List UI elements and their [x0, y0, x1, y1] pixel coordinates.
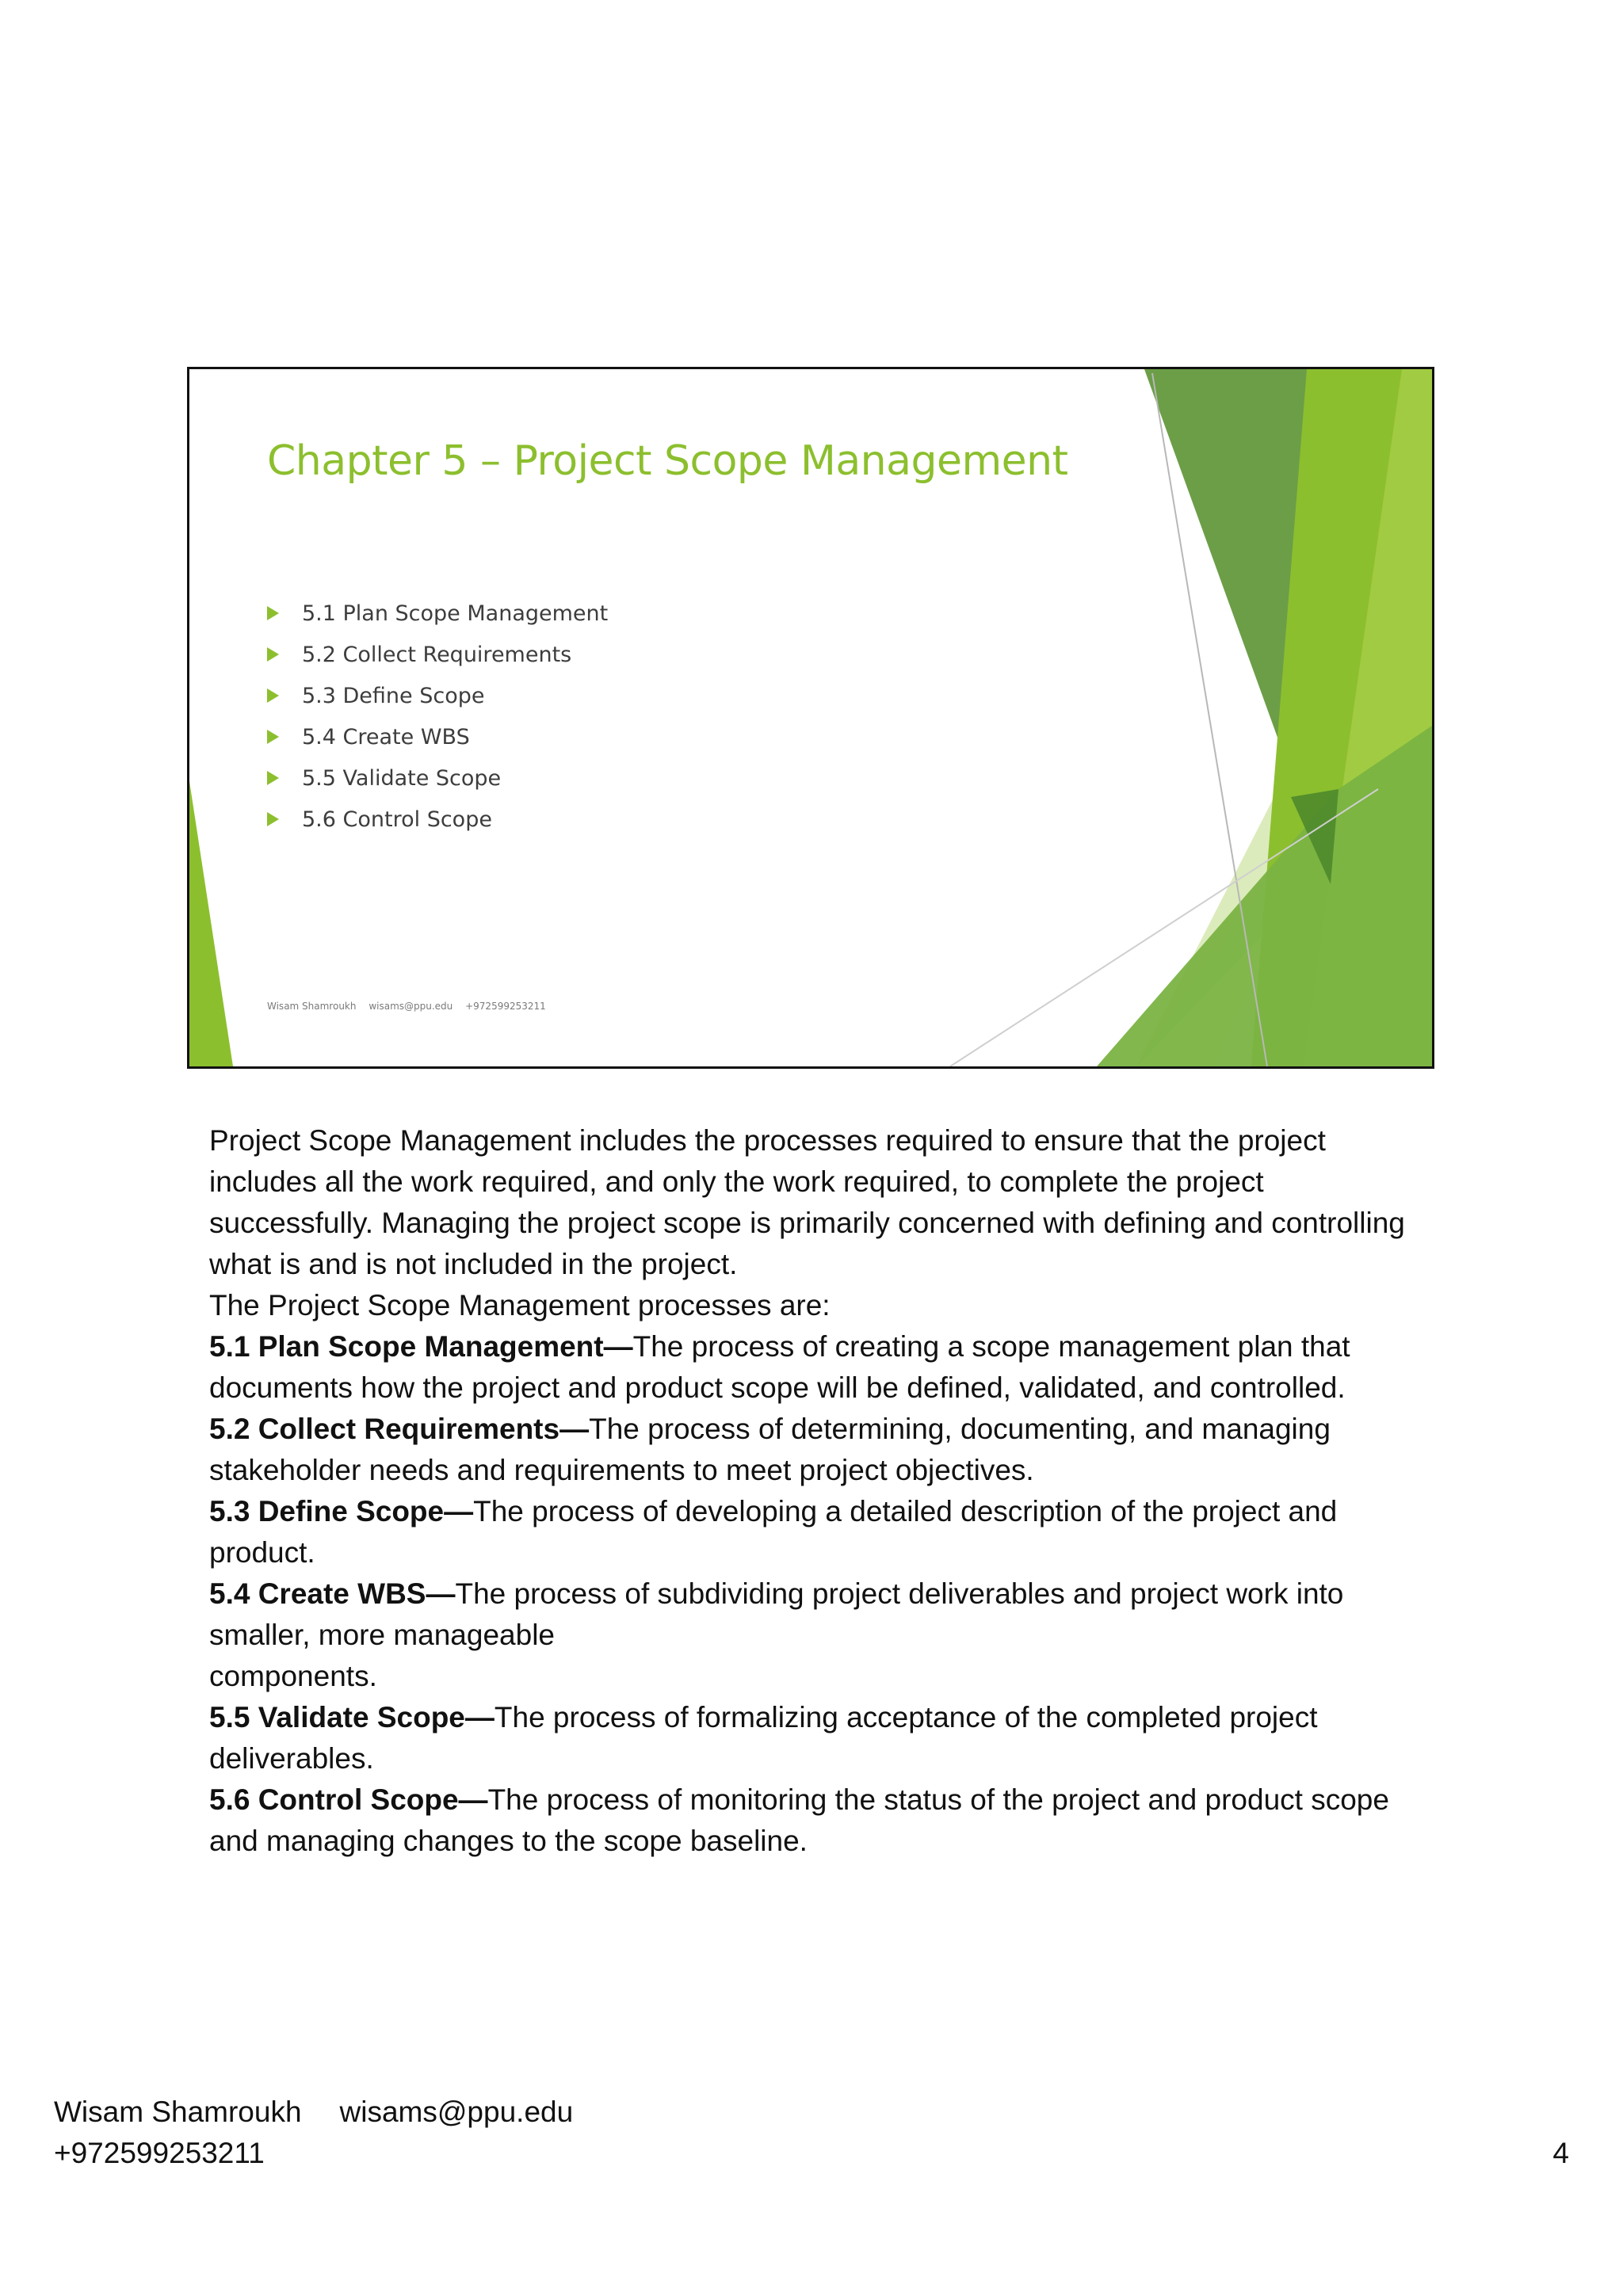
- footer-email: wisams@ppu.edu: [339, 2096, 574, 2128]
- process-entry: [209, 1779, 1430, 1862]
- process-description: The process of creating a scope management plan that documents how the project and product scope will be defined, validated, and controlled.: [209, 1330, 1350, 1404]
- slide-bullet-item: [267, 675, 608, 716]
- slide-footer: [267, 1001, 556, 1012]
- process-name: 5.2 Collect Requirements—: [209, 1413, 590, 1445]
- lower-triangle-shape: [1097, 726, 1432, 1066]
- slide-bullet-item: [267, 634, 608, 675]
- page-number: 4: [1552, 2137, 1569, 2169]
- process-name: 5.5 Validate Scope—: [209, 1701, 495, 1733]
- triangle-bullet-icon: [267, 771, 279, 785]
- process-entry: [209, 1409, 1430, 1491]
- process-description: The process of monitoring the status of the project and product scope and managing changes to the scope baseline.: [209, 1783, 1389, 1857]
- process-name: 5.1 Plan Scope Management—: [209, 1330, 633, 1363]
- notes-lead-line: The Project Scope Management processes are:: [209, 1289, 831, 1322]
- process-description: The process of formalizing acceptance of the completed project deliverables.: [209, 1701, 1318, 1775]
- process-description-continuation: components.: [209, 1660, 377, 1692]
- slide-footer-phone: +972599253211: [465, 1001, 546, 1012]
- slide-bullet-item: [267, 799, 608, 840]
- slide-notes: [209, 1120, 1430, 1862]
- slide-bullet-item: [267, 757, 608, 799]
- process-entry: [209, 1326, 1430, 1409]
- slide-title: Chapter 5 – Project Scope Management: [267, 437, 1068, 485]
- slide-bullet-item: [267, 716, 608, 757]
- notes-intro-paragraph: Project Scope Management includes the processes required to ensure that the project includes all the work required, and only the work required, to complete the project successfully. Managing the project scope is primarily concerned with defining and controlling what is and is not included in the project.: [209, 1124, 1405, 1280]
- triangle-bullet-icon: [267, 606, 279, 620]
- process-entry: [209, 1697, 1430, 1779]
- slide-bullet-label: 5.2 Collect Requirements: [302, 642, 572, 667]
- process-name: 5.3 Define Scope—: [209, 1495, 474, 1527]
- triangle-bullet-icon: [267, 730, 279, 744]
- slide-bullet-list: [267, 593, 608, 840]
- process-entry: [209, 1573, 1430, 1656]
- slide-bullet-label: 5.1 Plan Scope Management: [302, 601, 609, 626]
- triangle-bullet-icon: [267, 688, 279, 703]
- slide-bullet-item: [267, 593, 608, 634]
- left-sliver-shape: [189, 781, 233, 1066]
- slide-thumbnail: [187, 367, 1434, 1069]
- page-footer: [54, 2092, 573, 2174]
- slide-footer-name: Wisam Shamroukh: [267, 1001, 357, 1012]
- slide-bullet-label: 5.5 Validate Scope: [302, 765, 502, 791]
- slide-bullet-label: 5.6 Control Scope: [302, 807, 492, 832]
- process-entry: [209, 1491, 1430, 1573]
- triangle-bullet-icon: [267, 647, 279, 662]
- slide-bullet-label: 5.4 Create WBS: [302, 724, 470, 749]
- process-description: The process of subdividing project deliverables and project work into smaller, more manageable: [209, 1577, 1344, 1651]
- triangle-bullet-icon: [267, 812, 279, 826]
- process-description: The process of developing a detailed description of the project and product.: [209, 1495, 1338, 1569]
- process-name: 5.6 Control Scope—: [209, 1783, 488, 1816]
- process-name: 5.4 Create WBS—: [209, 1577, 456, 1610]
- slide-bullet-label: 5.3 Define Scope: [302, 683, 485, 708]
- footer-author-name: Wisam Shamroukh: [54, 2096, 302, 2128]
- footer-phone: +972599253211: [54, 2137, 265, 2169]
- slide-footer-email: wisams@ppu.edu: [369, 1001, 453, 1012]
- process-description: The process of determining, documenting, and managing stakeholder needs and requirements to meet project objectives.: [209, 1413, 1331, 1486]
